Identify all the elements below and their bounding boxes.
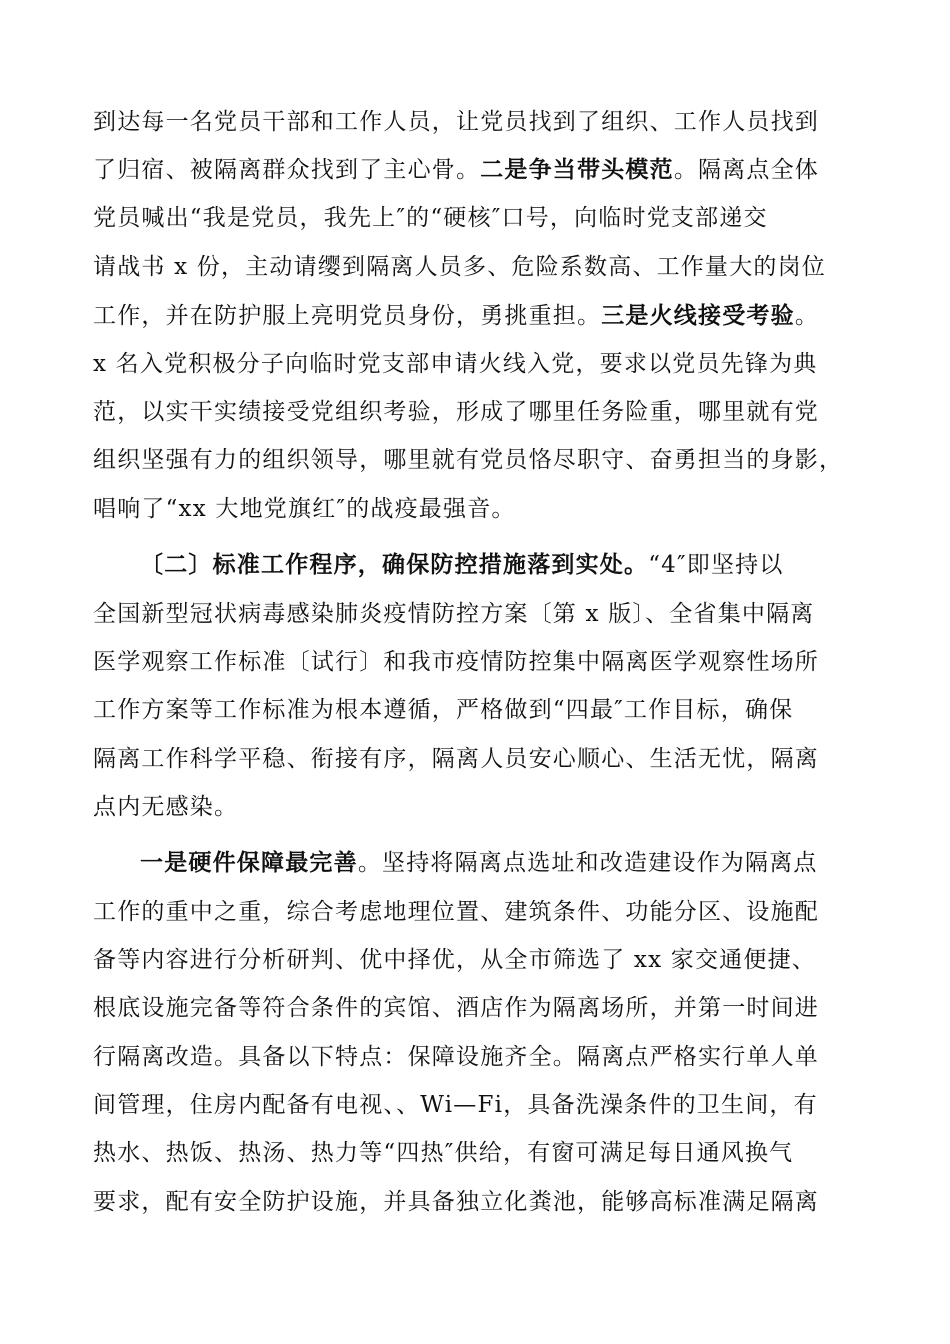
text-line — [93, 491, 863, 527]
text-line — [93, 990, 863, 1026]
text-run: 间管理，住房内配备有电视、、Wi—Fi，具备洗澡条件的卫生间，有 — [93, 1092, 818, 1118]
text-run: 请战书 x 份，主动请缨到隔离人员多、危险系数高、工作量大的岗位 — [93, 254, 826, 280]
bold-text-run: 〔二〕标准工作程序，确保防控措施落到实处。 — [140, 551, 649, 578]
text-run: 点内无感染。 — [93, 794, 239, 820]
bold-text-run: 三是火线接受考验 — [601, 302, 795, 329]
bold-text-run: 二是争当带头模范 — [480, 156, 674, 183]
text-line — [93, 442, 863, 478]
text-run: 工作的重中之重，综合考虑地理位置、建筑条件、功能分区、设施配 — [93, 899, 819, 925]
text-line — [93, 1135, 863, 1171]
text-line — [93, 942, 863, 978]
section-heading-line — [140, 547, 863, 583]
text-run: 。 — [794, 303, 820, 329]
text-line — [93, 644, 863, 680]
text-run: 。坚持将隔离点选址和改造建设作为隔离点 — [357, 850, 818, 876]
text-run: 热水、热饭、热汤、热力等“四热″供给，有窗可满足每日通风换气 — [93, 1140, 794, 1166]
text-run: 唱响了“xx 大地党旗红″的战疫最强音。 — [93, 496, 516, 522]
text-line — [93, 894, 863, 930]
text-run: 了归宿、被隔离群众找到了主心骨。 — [93, 157, 481, 183]
text-run: 范，以实干实绩接受党组织考验，形成了哪里任务险重，哪里就有党 — [93, 399, 819, 425]
text-line — [93, 596, 863, 632]
text-line — [93, 741, 863, 777]
text-run: 工作，并在防护服上亮明党员身份，勇挑重担。 — [93, 303, 602, 329]
bold-text-run: 一是硬件保障最完善 — [140, 849, 358, 876]
text-run: 到达每一名党员干部和工作人员，让党员找到了组织、工作人员找到 — [93, 109, 819, 135]
text-line — [93, 394, 863, 430]
text-run: 工作方案等工作标准为根本遵循，严格做到“四最″工作目标，确保 — [93, 697, 794, 723]
text-run: “4″即坚持以 — [648, 552, 784, 578]
text-line — [93, 249, 863, 285]
text-line — [93, 200, 863, 236]
text-line — [93, 692, 863, 728]
text-line — [93, 789, 863, 825]
text-run: 医学观察工作标准〔试行〕和我市疫情防控集中隔离医学观察性场所 — [93, 649, 819, 675]
paragraph-lead-line — [140, 845, 863, 881]
text-line — [93, 346, 863, 382]
text-run: 隔离工作科学平稳、衔接有序，隔离人员安心顺心、生活无忧，隔离 — [93, 746, 819, 772]
text-line — [93, 1039, 863, 1075]
text-run: 党员喊出“我是党员，我先上″的“硬核″口号，向临时党支部递交 — [93, 205, 768, 231]
text-line — [93, 1087, 863, 1123]
text-line — [93, 104, 863, 140]
text-run: 根底设施完备等符合条件的宾馆、酒店作为隔离场所，并第一时间进 — [93, 995, 819, 1021]
text-run: x 名入党积极分子向临时党支部申请火线入党，要求以党员先锋为典 — [93, 351, 818, 377]
text-run: 全国新型冠状病毒感染肺炎疫情防控方案〔第 x 版〕、全省集中隔离 — [93, 601, 815, 627]
text-run: 要求，配有安全防护设施，并具备独立化粪池，能够高标准满足隔离 — [93, 1189, 819, 1215]
text-run: 备等内容进行分析研判、优中择优，从全市筛选了 xx 家交通便捷、 — [93, 947, 816, 973]
text-line — [93, 298, 863, 334]
text-run: 行隔离改造。具备以下特点：保障设施齐全。隔离点严格实行单人单 — [93, 1044, 819, 1070]
text-line — [93, 1184, 863, 1220]
text-run: 组织坚强有力的组织领导，哪里就有党员恪尽职守、奋勇担当的身影， — [93, 447, 844, 473]
text-line — [93, 152, 863, 188]
text-run: 。隔离点全体 — [673, 157, 820, 183]
